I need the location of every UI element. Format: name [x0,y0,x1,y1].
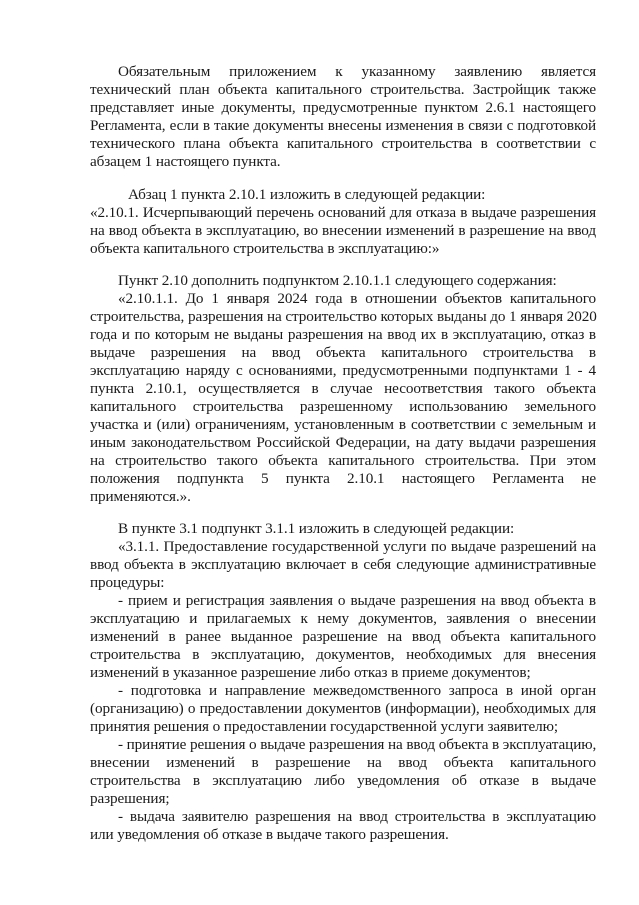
text-line: технического плана объекта капитального строительства в соответствии с [90,135,596,152]
text-line: ввод объекта в эксплуатацию включает в себя следующие административные [90,556,596,573]
text-line: года и по которым не выданы разрешения на ввод их в эксплуатацию, отказ в [90,326,596,343]
text-line: Абзац 1 пункта 2.10.1 изложить в следующей редакции: [128,186,486,203]
text-line: иным законодательством Российской Федерации, на дату выдачи разрешения [90,434,596,451]
text-line: Обязательным приложением к указанному заявлению является [118,63,596,80]
text-line: выдаче разрешения на ввод объекта капитального строительства в [90,344,596,361]
text-line: на строительство такого объекта капитального строительства. При этом [90,452,596,469]
text-line: строительства, разрешения на строительство которых выданы до 1 января 2020 [90,308,597,325]
text-line: процедуры: [90,574,165,591]
text-line: положения подпункта 5 пункта 2.10.1 настоящего Регламента не [90,470,596,487]
text-line: эксплуатацию и прилагаемых к нему документов, заявления о внесении [90,610,596,627]
text-line: изменений в ранее выданное разрешение на ввод объекта капитального [90,628,596,645]
text-line: изменений в указанное разрешение либо отказ в приеме документов; [90,664,531,681]
text-line: технический план объекта капитального строительства. Застройщик также [90,81,596,98]
text-line: применяются.». [90,488,191,505]
text-line: участка и (или) ограничениям, установленным в соответствии с земельным и [90,416,596,433]
text-line: представляет иные документы, предусмотренные пунктом 2.6.1 настоящего [90,99,596,116]
list-item: - подготовка и направление межведомственного запроса в иной орган [118,682,596,699]
text-line: (организацию) о предоставлении документов (информации), необходимых для [90,700,596,717]
text-line: разрешения; [90,790,170,807]
list-item: - выдача заявителю разрешения на ввод строительства в эксплуатацию [118,808,596,825]
text-line: или уведомления об отказе в выдаче такого разрешения. [90,826,449,843]
text-line: абзацем 1 настоящего пункта. [90,153,281,170]
text-line: «2.10.1. Исчерпывающий перечень оснований для отказа в выдаче разрешения [90,204,596,221]
text-line: капитального строительства разрешенному использованию земельного [90,398,596,415]
text-line: пункта 2.10.1, осуществляется в случае несоответствия такого объекта [90,380,596,397]
text-line: Регламента, если в такие документы внесены изменения в связи с подготовкой [90,117,596,134]
text-line: внесении изменений в разрешение на ввод объекта капитального [90,754,596,771]
text-line: Пункт 2.10 дополнить подпунктом 2.10.1.1 следующего содержания: [118,272,557,289]
text-line: «2.10.1.1. До 1 января 2024 года в отношении объектов капитального [118,290,596,307]
list-item: - прием и регистрация заявления о выдаче разрешения на ввод объекта в [118,592,596,609]
text-line: В пункте 3.1 подпункт 3.1.1 изложить в следующей редакции: [118,520,515,537]
text-line: принятия решения о предоставлении государственной услуги заявителю; [90,718,558,735]
text-line: на ввод объекта в эксплуатацию, во внесении изменений в разрешение на ввод [90,222,596,239]
list-item: - принятие решения о выдаче разрешения на ввод объекта в эксплуатацию, [118,736,597,753]
text-line: строительства в эксплуатацию либо уведомления об отказе в выдаче [90,772,596,789]
text-line: строительства в эксплуатацию, документов, необходимых для внесения [90,646,596,663]
text-line: «3.1.1. Предоставление государственной услуги по выдаче разрешений на [118,538,596,555]
text-line: объекта капитального строительства в эксплуатацию:» [90,240,440,257]
text-line: эксплуатацию наряду с основаниями, предусмотренными подпунктами 1 - 4 [90,362,596,379]
